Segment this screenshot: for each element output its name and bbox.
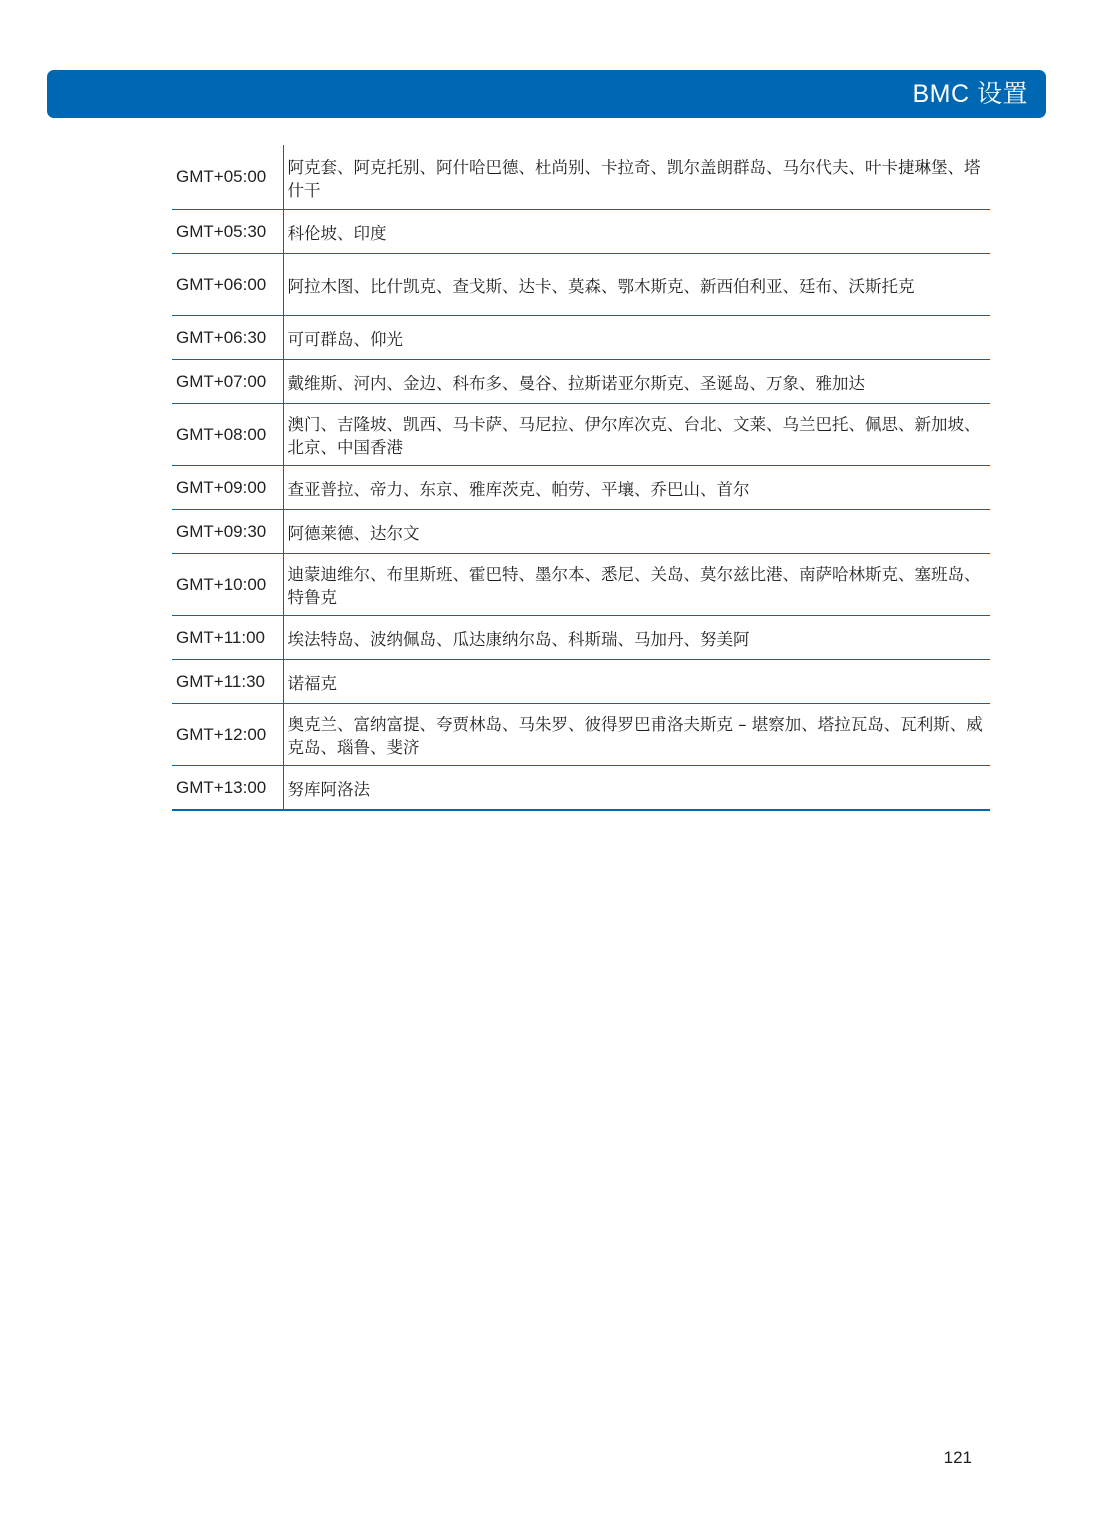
cities-cell: 阿拉木图、比什凯克、查戈斯、达卡、莫森、鄂木斯克、新西伯利亚、廷布、沃斯托克 [283,254,990,316]
table-row [172,360,990,404]
page-number: 121 [943,1448,972,1467]
gmt-offset-cell: GMT+06:00 [172,254,283,316]
cities-cell: 埃法特岛、波纳佩岛、瓜达康纳尔岛、科斯瑞、马加丹、努美阿 [283,616,990,660]
gmt-offset-cell: GMT+09:00 [172,466,283,510]
table-row [172,466,990,510]
table-row [172,316,990,360]
table-row [172,145,990,210]
cities-cell: 迪蒙迪维尔、布里斯班、霍巴特、墨尔本、悉尼、关岛、莫尔兹比港、南萨哈林斯克、塞班岛、特鲁克 [283,554,990,616]
cities-cell: 阿德莱德、达尔文 [283,510,990,554]
gmt-offset-cell: GMT+08:00 [172,404,283,466]
cities-cell: 科伦坡、印度 [283,210,990,254]
table-row [172,510,990,554]
cities-cell: 努库阿洛法 [283,766,990,811]
gmt-offset-cell: GMT+09:30 [172,510,283,554]
cities-cell: 奥克兰、富纳富提、夸贾林岛、马朱罗、彼得罗巴甫洛夫斯克 – 堪察加、塔拉瓦岛、瓦利斯、威克岛、瑙鲁、斐济 [283,704,990,766]
gmt-offset-cell: GMT+11:00 [172,616,283,660]
gmt-offset-cell: GMT+06:30 [172,316,283,360]
gmt-offset-cell: GMT+13:00 [172,766,283,811]
cities-cell: 阿克套、阿克托别、阿什哈巴德、杜尚别、卡拉奇、凯尔盖朗群岛、马尔代夫、叶卡捷琳堡、塔什干 [283,145,990,210]
section-title: BMC 设置 [912,80,1028,108]
table-row [172,404,990,466]
cities-cell: 诺福克 [283,660,990,704]
table-row [172,616,990,660]
table-row [172,660,990,704]
gmt-offset-cell: GMT+05:00 [172,145,283,210]
gmt-offset-cell: GMT+05:30 [172,210,283,254]
gmt-offset-cell: GMT+12:00 [172,704,283,766]
cities-cell: 戴维斯、河内、金边、科布多、曼谷、拉斯诺亚尔斯克、圣诞岛、万象、雅加达 [283,360,990,404]
section-header-bar [47,70,1046,118]
cities-cell: 澳门、吉隆坡、凯西、马卡萨、马尼拉、伊尔库次克、台北、文莱、乌兰巴托、佩思、新加坡、北京、中国香港 [283,404,990,466]
table-row [172,554,990,616]
table-row [172,704,990,766]
table-row [172,210,990,254]
timezone-table [172,145,990,811]
cities-cell: 查亚普拉、帝力、东京、雅库茨克、帕劳、平壤、乔巴山、首尔 [283,466,990,510]
gmt-offset-cell: GMT+07:00 [172,360,283,404]
table-row [172,766,990,811]
table-row [172,254,990,316]
gmt-offset-cell: GMT+10:00 [172,554,283,616]
cities-cell: 可可群岛、仰光 [283,316,990,360]
gmt-offset-cell: GMT+11:30 [172,660,283,704]
